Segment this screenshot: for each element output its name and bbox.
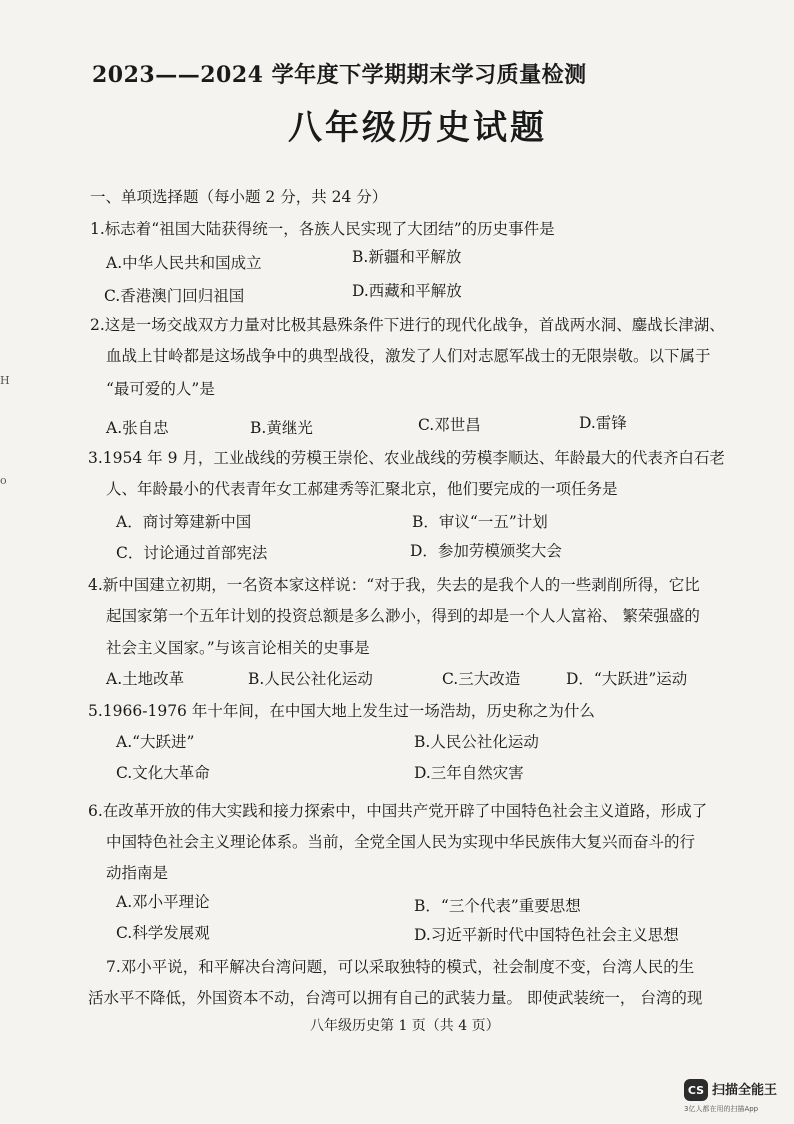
question-2-option-c: C.邓世昌 [418, 416, 481, 434]
section-heading: 一、单项选择题（每小题 2 分，共 24 分） [90, 188, 388, 206]
question-4-option-d: D．“大跃进”运动 [566, 670, 688, 688]
question-5-option-c: C.文化大革命 [116, 764, 210, 782]
camscanner-logo-icon: CS [684, 1079, 708, 1101]
question-5-option-a: A.“大跃进” [116, 733, 195, 751]
page-footer: 八年级历史第 1 页（共 4 页） [310, 1018, 500, 1034]
question-1-option-d: D.西藏和平解放 [352, 282, 462, 300]
watermark-app-name: 扫描全能王 [712, 1083, 778, 1098]
question-6-line-1: 6.在改革开放的伟大实践和接力探索中，中国共产党开辟了中国特色社会主义道路，形成了 [88, 802, 708, 820]
question-3-option-b: B．审议“一五”计划 [412, 513, 548, 531]
question-2-line-1: 2.这是一场交战双方力量对比极其悬殊条件下进行的现代化战争，首战两水洞、鏖战长津湖、 [90, 316, 725, 334]
margin-mark: H [0, 374, 10, 387]
question-5-option-d: D.三年自然灾害 [414, 764, 524, 782]
question-4-option-b: B.人民公社化运动 [248, 670, 373, 688]
question-2-option-b: B.黄继光 [250, 419, 313, 437]
exam-header: 2023——2024 学年度下学期期末学习质量检测 [92, 62, 587, 88]
question-4-line-2: 起国家第一个五年计划的投资总额是多么渺小，得到的却是一个人人富裕、 繁荣强盛的 [106, 607, 700, 625]
question-6-option-a: A.邓小平理论 [116, 893, 210, 911]
watermark-tagline: 3亿人都在用的扫描App [684, 1105, 759, 1113]
question-6-option-c: C.科学发展观 [116, 924, 210, 942]
question-2-option-d: D.雷锋 [579, 414, 627, 432]
question-6-option-b: B．“三个代表”重要思想 [414, 897, 581, 915]
question-5-stem: 5.1966-1976 年十年间，在中国大地上发生过一场浩劫，历史称之为什么 [88, 702, 595, 720]
question-3-option-a: A．商讨筹建新中国 [116, 513, 252, 531]
question-3-option-c: C．讨论通过首部宪法 [116, 544, 268, 562]
question-6-option-d: D.习近平新时代中国特色社会主义思想 [414, 926, 679, 944]
question-7-line-1: 7.邓小平说，和平解决台湾问题，可以采取独特的模式，社会制度不变，台湾人民的生 [106, 958, 695, 976]
question-2-line-2: 血战上甘岭都是这场战争中的典型战役，激发了人们对志愿军战士的无限崇敬。以下属于 [106, 347, 711, 365]
question-4-line-1: 4.新中国建立初期，一名资本家这样说：“对于我，失去的是我个人的一些剥削所得，它比 [88, 576, 700, 594]
question-3-line-2: 人、年龄最小的代表青年女工郝建秀等汇聚北京，他们要完成的一项任务是 [106, 480, 618, 498]
page-title: 八年级历史试题 [288, 108, 547, 148]
question-3-line-1: 3.1954 年 9 月，工业战线的劳模王崇伦、农业战线的劳模李顺达、年龄最大的代表齐白石老 [88, 449, 725, 467]
margin-mark: o [0, 474, 7, 487]
question-2-line-3: “最可爱的人”是 [106, 380, 215, 398]
question-5-option-b: B.人民公社化运动 [414, 733, 539, 751]
question-2-option-a: A.张自忠 [106, 419, 169, 437]
question-4-line-3: 社会主义国家。”与该言论相关的史事是 [106, 639, 370, 657]
question-4-option-c: C.三大改造 [442, 670, 521, 688]
question-3-option-d: D．参加劳模颁奖大会 [410, 542, 562, 560]
question-4-option-a: A.土地改革 [106, 670, 185, 688]
question-1-option-a: A.中华人民共和国成立 [106, 254, 262, 272]
question-7-line-2: 活水平不降低，外国资本不动，台湾可以拥有自己的武装力量。 即使武装统一， 台湾的现 [88, 989, 703, 1007]
question-6-line-2: 中国特色社会主义理论体系。当前，全党全国人民为实现中华民族伟大复兴而奋斗的行 [106, 833, 696, 851]
question-1-option-c: C.香港澳门回归祖国 [104, 287, 245, 305]
question-6-line-3: 动指南是 [106, 864, 169, 882]
question-1-option-b: B.新疆和平解放 [352, 248, 462, 266]
question-1-stem: 1.标志着“祖国大陆获得统一，各族人民实现了大团结”的历史事件是 [90, 220, 555, 238]
